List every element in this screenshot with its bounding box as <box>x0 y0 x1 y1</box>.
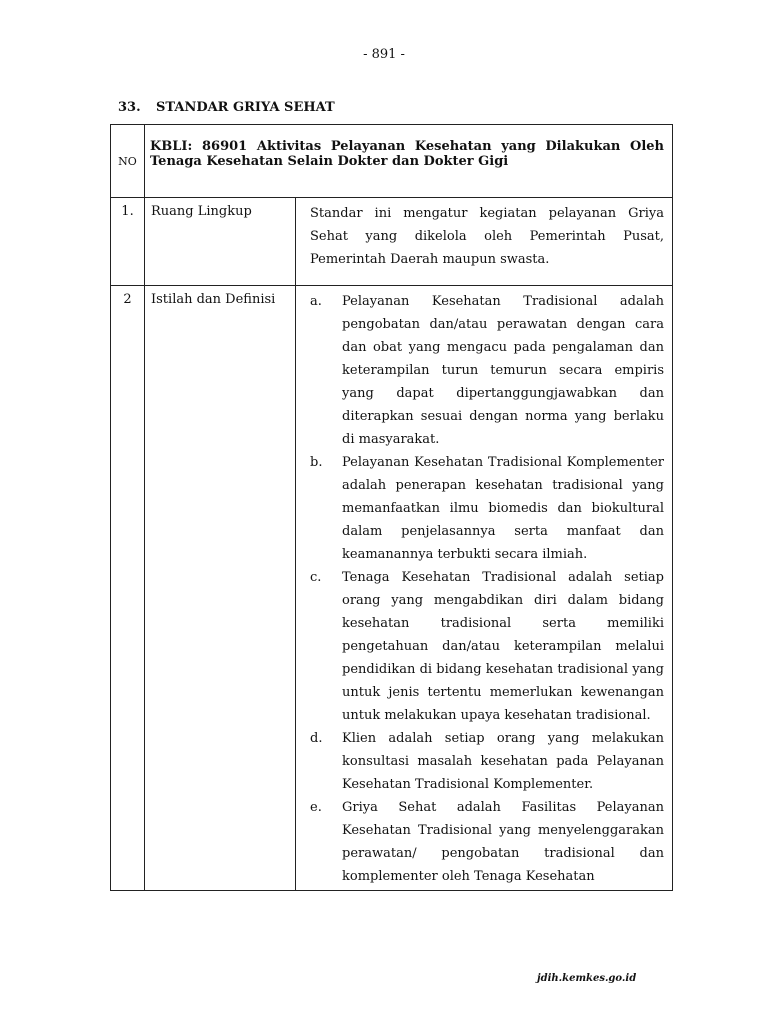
definition-item <box>310 796 664 888</box>
definition-text: Pelayanan Kesehatan Tradisional Komplementer adalah penerapan kesehatan tradisional yang memanfaatkan ilmu biomedis dan biokultural dalam penjelasannya serta manfaat dan keamanannya terbukti secara ilmiah. <box>342 455 664 562</box>
definition-item <box>310 566 664 727</box>
definition-item <box>310 451 664 566</box>
row-number: 1. <box>111 198 145 286</box>
definition-text: Tenaga Kesehatan Tradisional adalah setiap orang yang mengabdikan diri dalam bidang kesehatan tradisional serta memiliki pengetahuan dan/atau keterampilan melalui pendidikan di bidang kesehatan tradisional yang untuk jenis tertentu memerlukan kewenangan untuk melakukan upaya kesehatan tradisional. <box>342 570 664 723</box>
table-row <box>111 286 673 891</box>
section-number: 33. <box>118 100 141 115</box>
kbli-header: KBLI: 86901 Aktivitas Pelayanan Kesehatan yang Dilakukan Oleh Tenaga Kesehatan Selain Dokter dan Dokter Gigi <box>145 125 673 198</box>
definition-item <box>310 290 664 451</box>
definition-letter: d. <box>310 731 323 746</box>
definition-item <box>310 727 664 796</box>
row-aspect: Ruang Lingkup <box>145 198 296 286</box>
definition-text: Griya Sehat adalah Fasilitas Pelayanan Kesehatan Tradisional yang menyelenggarakan perawatan/ pengobatan tradisional dan komplementer oleh Tenaga Kesehatan <box>342 800 664 884</box>
definition-letter: c. <box>310 570 322 585</box>
table-row <box>111 198 673 286</box>
definition-letter: b. <box>310 455 323 470</box>
footer-source-link: jdih.kemkes.go.id <box>537 973 637 984</box>
standard-table <box>110 124 673 891</box>
no-column-header: NO <box>111 125 145 198</box>
definition-letter: a. <box>310 294 322 309</box>
table-header-row <box>111 125 673 198</box>
row-number: 2 <box>111 286 145 891</box>
definitions-list <box>296 286 673 891</box>
definition-letter: e. <box>310 800 322 815</box>
page-number: - 891 - <box>363 47 405 62</box>
section-title: STANDAR GRIYA SEHAT <box>156 100 335 115</box>
row-description: Standar ini mengatur kegiatan pelayanan Griya Sehat yang dikelola oleh Pemerintah Pusat, Pemerintah Daerah maupun swasta. <box>296 198 673 286</box>
row-aspect: Istilah dan Definisi <box>145 286 296 891</box>
definition-text: Klien adalah setiap orang yang melakukan konsultasi masalah kesehatan pada Pelayanan Kesehatan Tradisional Komplementer. <box>342 731 664 792</box>
definition-text: Pelayanan Kesehatan Tradisional adalah pengobatan dan/atau perawatan dengan cara dan obat yang mengacu pada pengalaman dan keterampilan turun temurun secara empiris yang dapat dipertanggungjawabkan dan diterapkan sesuai dengan norma yang berlaku di masyarakat. <box>342 294 664 447</box>
section-heading <box>118 100 335 115</box>
